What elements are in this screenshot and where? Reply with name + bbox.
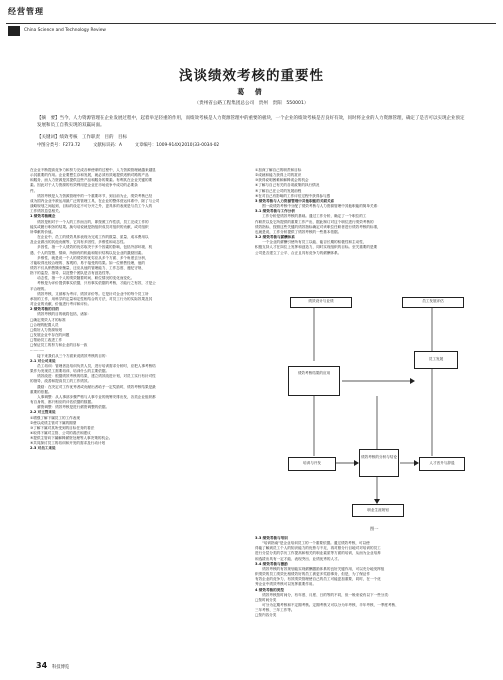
page-number: 34 <box>36 661 48 670</box>
journal-name: 经营管理 <box>8 7 44 16</box>
text-line: 有效企业的竞争力，有效绩效管理使自己的员工可能更加重要，同时，在一个优 <box>255 577 381 582</box>
text-line: □按内容分类 <box>255 613 277 618</box>
text-line: 2.3 对员工来说 <box>30 446 56 451</box>
box-promotion: 人才晋升与辞退 <box>419 457 465 471</box>
text-line: 三年考核、三年工作等。 <box>255 608 295 613</box>
text-line: □合理的配置人员 <box>30 322 59 327</box>
text-line: 3.3 绩效考核与培训 <box>255 536 288 540</box>
text-line: 承担的工作，用科学的定量和定性相结合的方法，对员工行为的实际效果及其 <box>30 296 153 301</box>
text-line: 2 绩效考核的目的 <box>30 307 59 312</box>
text-line: ③获得说明困难和解释误会的机会 <box>255 178 309 183</box>
text-line: 成为国内企业中被运用最广泛的管理工具，在企业的整体营运体系中，除了与公司 <box>30 198 160 203</box>
text-line: 进行分层分类的学历工作提高和相关的职业素质等方面的培训，从而为企业培养 <box>255 551 381 556</box>
text-line: 1 绩效考核概念 <box>30 214 56 219</box>
text-line: ④了解与自己有关的各项政策的执行情况 <box>255 183 320 188</box>
text-line: 果作为发现员工需要培训、培训什么的主要依据。 <box>30 369 110 374</box>
text-line: 绩效考核按时间分，有年度、月度、日的等的不同，但一般来说有以下一些分类： <box>255 592 392 597</box>
text-line: 3.2 绩效考核与薪酬体系 <box>255 235 295 240</box>
figure-connectors <box>282 291 478 521</box>
text-line: □帮助员工改进工作 <box>30 338 63 343</box>
text-line: 积极支持人才在岗位上发挥和创造力，同时实现组织的目标。至关重要的是要 <box>255 245 378 250</box>
text-line: □发展企业中存在的问题 <box>30 333 70 337</box>
text-line: "培训指南"是企业培训员工的一个重要依据。通过绩效考核，可以使 <box>255 541 370 546</box>
text-line: 员工培训：管理者及培训负责人员，进行培训需求分析时，应把人事考核结 <box>30 363 156 368</box>
text-line: 作职责以及它所提供的重要工作产出，据此制订对这个职位进行绩效考核的 <box>255 219 374 224</box>
keywords: 【关键词】绩效考核 工作职责 目的 目标 <box>37 135 127 140</box>
text-line: 多因性，指一个人绩效的优劣取决于多个因素的影响，包括外部环境、机 <box>30 245 153 250</box>
text-line: 激励：在决定对工作优秀者或贡献出者给予一定奖励时，绩效考核结果是最 <box>30 384 156 389</box>
text-line: 薪资调整：绩效考核是进行薪资调整的依据。 <box>30 405 110 410</box>
text-line: 人事调整：从人事部步骤严格与人事专业的统筹安排出发，各类企业组织都 <box>30 394 156 399</box>
journal-english-name: China Science and Technology Review <box>24 28 106 33</box>
text-line: 重要的依据。 <box>30 389 52 394</box>
text-line: 3.1 绩效考核与工作分析 <box>255 209 295 214</box>
abstract: 【摘 要】当今，人力资源管理在企业发展过程中，起着举足轻重的作用，而绩效考核是人力资源管理中的重要的板块，一个企业的绩效考核是否良好有效，同时将企业的人力资源管理，确定了是否可以实现企业预定发展和员工自我实现的双赢局面。 <box>37 116 465 128</box>
article-title: 浅谈绩效考核的重要性 <box>179 68 324 84</box>
text-line: 能实或履行职务的结果。换句话说就是指组织成员对组织的贡献，或对组织 <box>30 224 149 229</box>
author: 葛 倩 <box>237 88 266 96</box>
text-line: ⑤提供主管向下属解释薪资处理等人事决策的机会。 <box>30 436 113 441</box>
text-line: ①加深了解自己的职责和目标 <box>255 168 302 172</box>
text-line: □做好人力资源规划 <box>30 327 63 332</box>
text-line: 和选拔出具有一定才能、表现突出、业绩优秀的人才。 <box>255 556 342 561</box>
text-line: 的指导，改善和提高员工的工作绩效。 <box>30 379 92 384</box>
text-line: 战略规划之间起到，目标的设定不可分开之外，更具体的表现是与员工个人的 <box>30 204 153 209</box>
box-training: 培训与开发 <box>288 457 336 471</box>
text-line: 绩效不仅从销售额来衡量，还应从他的管理能力、工作态度、遵纪守规、 <box>30 265 145 270</box>
text-line: 在企业中，员工的绩效具体表现为完成工作的数量、质量、成本费用以 <box>30 235 149 240</box>
text-line: ⑥在对自己有影响的工作评估过程中获得参与感 <box>255 193 331 198</box>
text-line: 在企业不断提高竞争力和努力完成各种使命的过程中，人力资源管理就越来越显 <box>30 168 156 172</box>
text-line: 织绩效的员工绩效比相绩效好的员工被更多奖励事务，但是，为了保证作 <box>255 572 370 577</box>
text-line: ………… <box>30 348 45 353</box>
journal-logo-icon <box>8 26 20 36</box>
text-line: 动态性，指一个人的绩效随着时间、职位情况的变化而变化。 <box>30 276 135 281</box>
text-line: 公司是否建立了公平、合正且具有竞争力的薪酬体系。 <box>255 250 342 255</box>
figure-diagram <box>282 291 478 521</box>
text-line: ④取得下属对主管、公司的看法和建议 <box>30 430 91 435</box>
text-line: 绩效是相对于一个人的工作而言的，即按照工作性质，员工完成工作的 <box>30 219 149 224</box>
classification-line: 中图分类号：F273.72 文献标识码：A 文章编号：1009-914X(2010)33-0034-02 <box>37 143 220 148</box>
text-line: ①增强了解下属员工的工作表现 <box>30 415 80 420</box>
text-line: 示其重要的作用。企业要想生存和发展，就必须有效地提供适销对路的产品 <box>30 173 149 178</box>
text-line: ②使以成绩主管对下属的期望 <box>30 420 77 425</box>
text-line: 一个企业的薪酬引使所有员工以能、能否长期的积极性和主动性， <box>255 240 367 245</box>
text-line: 得能了解到员工个人的知识能力的优势与不足，再对照分行目地对对培训的员工 <box>255 546 381 551</box>
text-line: ⑤了解自己在公司的发展前程 <box>255 188 302 193</box>
text-line: 绩效考核的有效规划能实现薪酬激励体系的良好关键作用，可以充分地发挥组 <box>255 566 385 571</box>
text-line: 才能取得比较合理的、客观的、易于接受的结果。如一位销售经理，他的 <box>30 260 145 265</box>
text-line: 2.2 对主管来说 <box>30 410 56 415</box>
text-line: 3.4 绩效考核与激励 <box>255 561 288 566</box>
text-line: 多维性，就是说一个人的绩效的优劣应从多个方面、多个角度去分析， <box>30 255 149 260</box>
text-line: 也就是说，工作分析提供了绩效考核的一些基本依据。 <box>255 229 342 234</box>
figure-caption: 图一 <box>370 526 379 531</box>
text-line: 有自身的，都只相应的评估依据的数据。 <box>30 400 95 405</box>
text-line: 素。因此对于人力资源的有效利用是企业在市场竞争中成功的必要条 <box>30 183 138 188</box>
right-column-top <box>255 168 479 256</box>
text-line: 平合理的。 <box>30 286 48 291</box>
text-line: 秀企业中绩效考核可以发挥重要作用。 <box>255 582 317 587</box>
header-rule <box>6 23 496 24</box>
text-line: □确定绩效人才的标准 <box>30 317 66 322</box>
text-line: 工作分析是绩效考核的基础。通过工作分析，确定了一个职位的工 <box>255 214 367 219</box>
text-line: 4 绩效考核的类型 <box>255 587 284 592</box>
text-line: 绩效改进：根据绩效考核的结果，建立绩效改进计划，对员工实行有针对性 <box>30 374 156 379</box>
text-line: ③了解下属对其所受到的目标任务的看法 <box>30 425 95 430</box>
text-line: 遇、个人的智慧、情商、所拥有的机能和知识结构以及企业的激励因素。 <box>30 250 145 255</box>
text-line: 绩效考核是人力资源管理中的一个重要环节，到目前为止，绩效考核已经 <box>30 193 153 198</box>
box-performance-design: 绩效设计与业绩 <box>290 297 352 308</box>
text-line: 围一政绩效考核中分配了绩效考核与人力资源管理中其他职能的简单关系： <box>255 204 381 209</box>
left-column <box>30 168 254 452</box>
text-line: □按时间分类 <box>255 597 277 602</box>
text-line: 可分为定期考核和不定期考核。定期考核又可以分为年考核、半年考核、一季度考核、 <box>255 603 399 608</box>
text-line: 所奉献的价值。 <box>30 229 56 234</box>
footer-label: 科技博览 <box>52 665 70 670</box>
text-line: ⑥共同探讨员工的培训和开发的需求及行动计划 <box>30 441 106 446</box>
text-line: 指下的监控、指导、以及整个团队是否有创造性等。 <box>30 271 113 276</box>
box-analysis-conclusion: 绩效考核的分析与结论 <box>359 449 399 477</box>
text-line: 绩效指标，按照这些关键的绩效指标确定对该职位任职者进行绩效考核的标准， <box>255 224 381 229</box>
text-line: 2.1 对公司来说 <box>30 358 56 363</box>
text-line: 绩效考核的目的就将包括，诸如： <box>30 312 92 317</box>
text-line: ②成就和能力获得上司的赏识 <box>255 173 302 178</box>
box-staff-evaluation: 员工发展评估 <box>402 297 464 308</box>
text-line: 工作绩效息息相关。 <box>30 209 63 214</box>
box-result-application: 绩效考核结果的应用 <box>288 366 340 396</box>
right-column-bottom <box>255 536 479 619</box>
text-line: 对企业的贡献，价值进行考评和评价。 <box>30 302 92 307</box>
text-line: 考核是为评价提供事实依据，只有事实依据的考核，才能行之有效，才是公 <box>30 281 156 286</box>
box-staff-development: 员工发展 <box>414 351 458 369</box>
box-career-planning: 职业生涯规划 <box>352 504 404 517</box>
text-line: 接下来我们从三个方面来说绩效考核的目的： <box>30 353 110 358</box>
text-line: □保证员工的努力和企业的目标一致 <box>30 343 88 348</box>
text-line: 及企业做出的其他贡献等，它具有多因性、多维性和动态性。 <box>30 240 128 245</box>
text-line: 和服务，而人力资源是其提供这些产品和服务的要素。有利其在企业关键的要 <box>30 178 153 183</box>
text-line: 3 绩效考核与人力资源管理中其他职能的关联关系 <box>255 198 335 203</box>
text-line: 绩效考核，又被称为考评、绩效评价等。它是针对企业中的每个员工所 <box>30 291 149 296</box>
affiliation: （贵州省公路工程集团总公司 贵州 贵阳 550001） <box>194 101 309 106</box>
text-line: 件。 <box>30 188 38 193</box>
